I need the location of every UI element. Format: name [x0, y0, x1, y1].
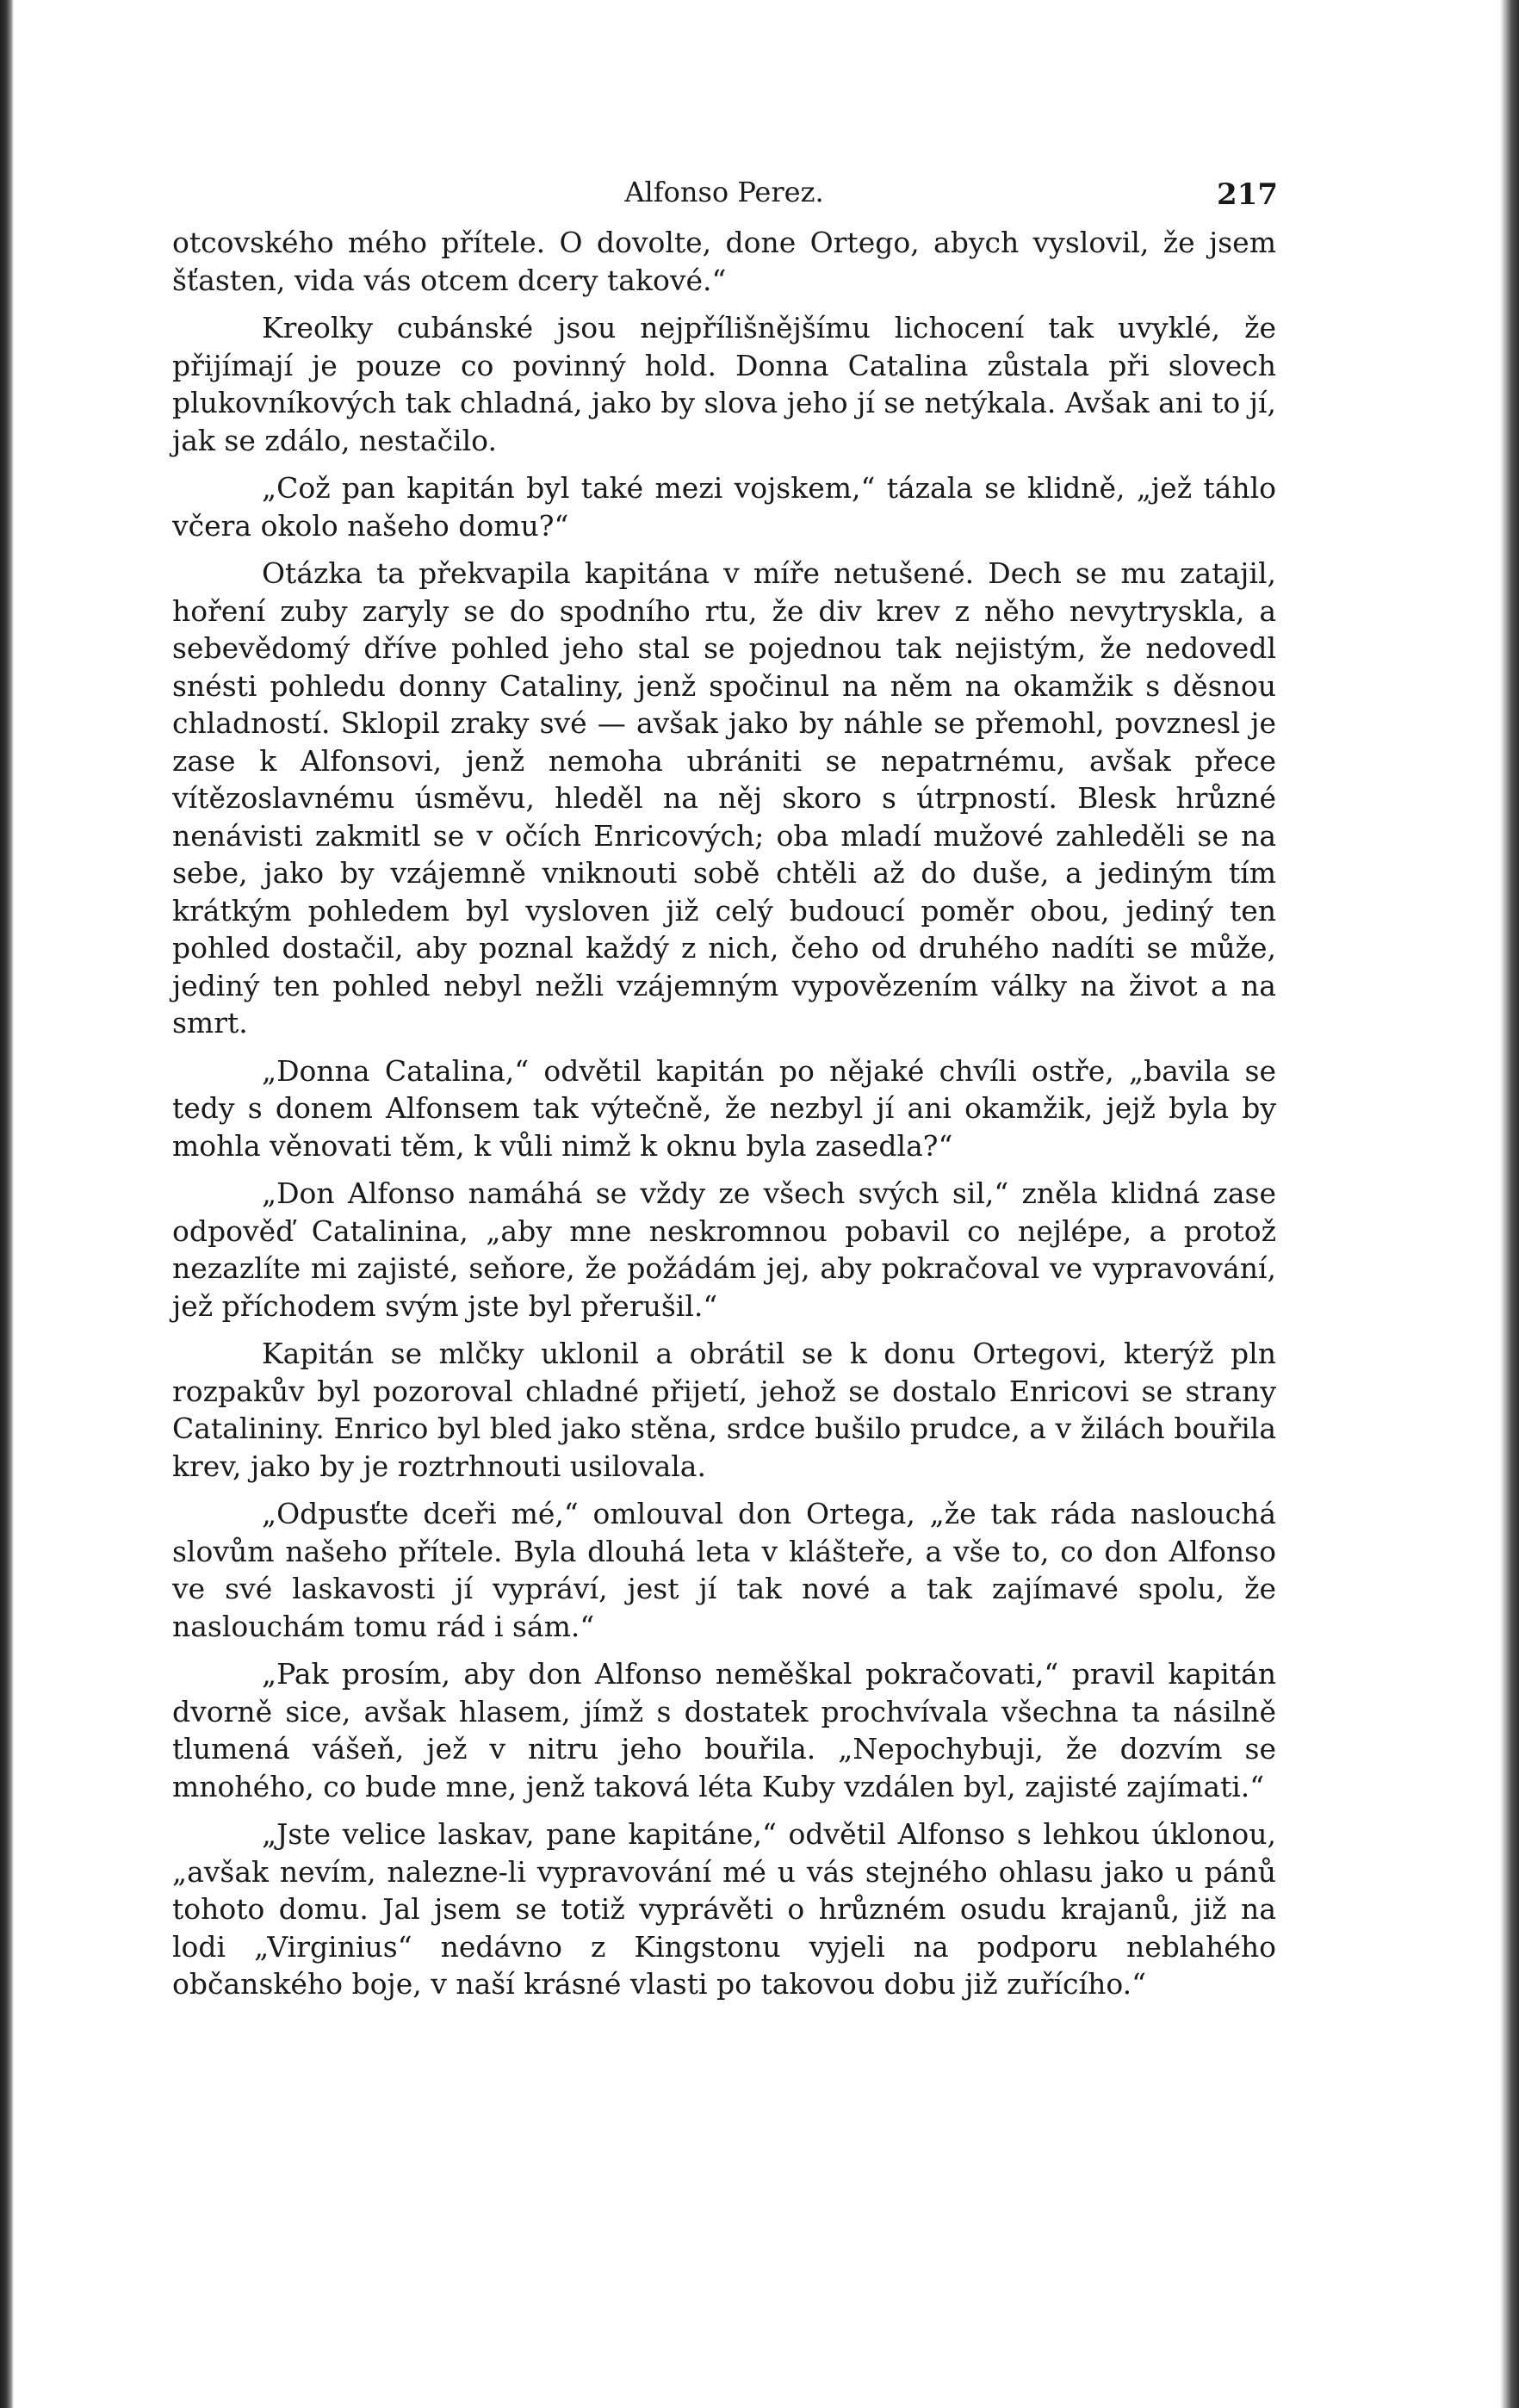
paragraph: Kreolky cubánské jsou nejpřílišnějšímu lichocení tak uvyklé, že přijímají je pouze co povinný hold. Donna Catalina zůstala při slovech plukovníkových tak chladná, jako by slova jeho jí se netýkala. Avšak ani to jí, jak se zdálo, nestačilo.	[172, 311, 1276, 457]
paragraph: „Jste velice laskav, pane kapitáne,“ odvětil Alfonso s lehkou úklonou, „avšak nevím, nalezne-li vypravování mé u vás stejného ohlasu jako u pánů tohoto domu. Jal jsem se totiž vyprávěti o hrůzném osudu krajanů, již na lodi „Virginius“ nedávno z Kingstonu vyjeli na podporu neblahého občanského boje, v naší krásné vlasti po takovou dobu již zuřícího.“	[172, 1817, 1276, 2001]
paragraph: „Don Alfonso namáhá se vždy ze všech svých sil,“ zněla klidná zase odpověď Catalinina, „aby mne neskromnou pobavil co nejlépe, a protož nezazlíte mi zajisté, seňore, že požádám jej, aby pokračoval ve vypravování, jež příchodem svým jste byl přerušil.“	[172, 1176, 1276, 1323]
scan-right-edge	[1500, 0, 1519, 2408]
paragraph: „Pak prosím, aby don Alfonso neměškal pokračovati,“ pravil kapitán dvorně sice, avšak hlasem, jímž s dostatek prochvívala všechna ta násilně tlumená vášeň, jež v nitru jeho bouřila. „Nepochybuji, že dozvím se mnohého, co bude mne, jenž taková léta Kuby vzdálen byl, zajisté zajímati.“	[172, 1657, 1276, 1803]
paragraph: „Donna Catalina,“ odvětil kapitán po nějaké chvíli ostře, „bavila se tedy s donem Alfonsem tak výtečně, že nezbyl jí ani okamžik, jejž byla by mohla věnovati těm, k vůli nimž k oknu byla zasedla?“	[172, 1053, 1276, 1163]
scan-left-edge	[0, 0, 14, 2408]
paragraph: otcovského mého přítele. O dovolte, done Ortego, abych vyslovil, že jsem šťasten, vida vás otcem dcery takové.“	[172, 226, 1276, 297]
paragraph: „Odpusťte dceři mé,“ omlouval don Ortega, „že tak ráda naslouchá slovům našeho přítele. Byla dlouhá leta v klášteře, a vše to, co don Alfonso ve své laskavosti jí vypráví, jest jí tak nové a tak zajímavé spolu, že naslouchám tomu rád i sám.“	[172, 1497, 1276, 1643]
paragraph: Kapitán se mlčky uklonil a obrátil se k donu Ortegovi, kterýž pln rozpakův byl pozoroval chladné přijetí, jehož se dostalo Enricovi se strany Catalininy. Enrico byl bled jako stěna, srdce bušilo prudce, a v žilách bouřila krev, jako by je roztrhnouti usilovala.	[172, 1337, 1276, 1483]
running-head	[172, 169, 1276, 215]
page-number: 217	[1217, 177, 1278, 212]
body-text	[172, 224, 1276, 2003]
running-title: Alfonso Perez.	[624, 176, 824, 208]
book-page	[172, 169, 1276, 2014]
paragraph: Otázka ta překvapila kapitána v míře netušené. Dech se mu zatajil, hoření zuby zaryly se do spodního rtu, že div krev z něho nevytryskla, a sebevědomý dříve pohled jeho stal se pojednou tak nejistým, že nedovedl snésti pohledu donny Cataliny, jenž spočinul na něm na okamžik s děsnou chladností. Sklopil zraky své — avšak jako by náhle se přemohl, povznesl je zase k Alfonsovi, jenž nemoha ubrániti se nepatrnému, avšak přece vítězoslavnému úsměvu, hleděl na něj skoro s útrpností. Blesk hrůzné nenávisti zakmitl se v očích Enricových; oba mladí mužové zahleděli se na sebe, jako by vzájemně vniknouti sobě chtěli až do duše, a jediným tím krátkým pohledem byl vysloven již celý budoucí poměr obou, jediný ten pohled dostačil, aby poznal každý z nich, čeho od druhého nadíti se může, jediný ten pohled nebyl nežli vzájemným vypovězením války na život a na smrt.	[172, 556, 1276, 1040]
paragraph: „Což pan kapitán byl také mezi vojskem,“ tázala se klidně, „jež táhlo včera okolo našeho domu?“	[172, 471, 1276, 543]
